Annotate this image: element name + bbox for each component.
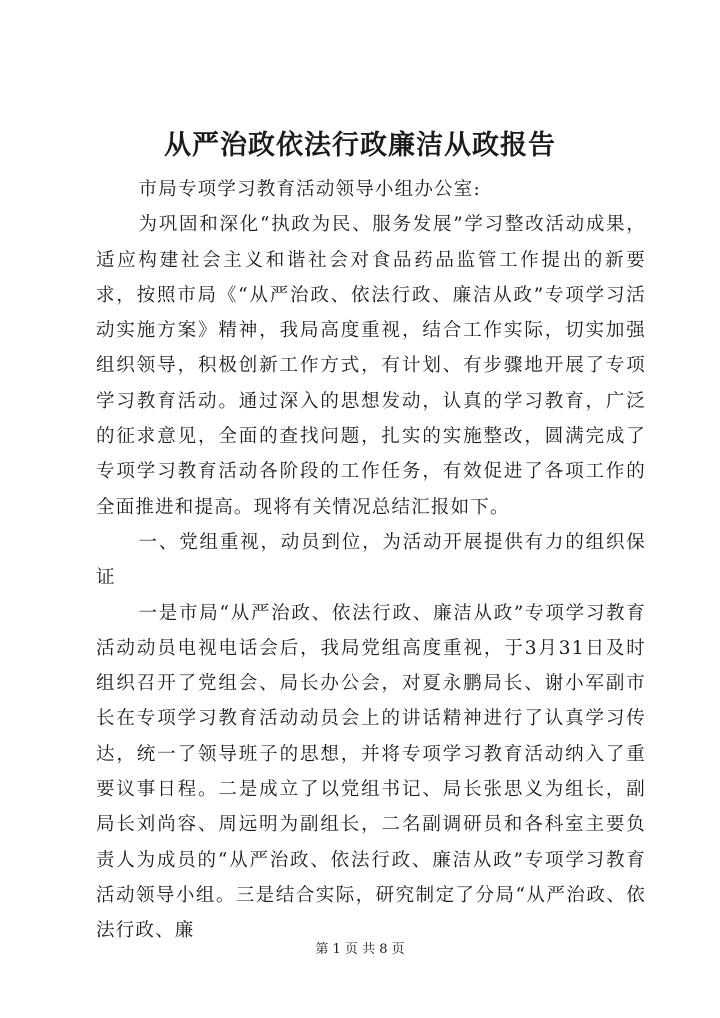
body-paragraph: 一是市局“从严治政、依法行政、廉洁从政”专项学习教育活动动员电视电话会后，我局党组高度重视，于3月31日及时组织召开了党组会、局长办公会，对夏永鹏局长、谢小军副市长在专项学习教育活动动员会上的讲话精神进行了认真学习传达，统一了领导班子的思想，并将专项学习教育活动纳入了重要议事日程。二是成立了以党组书记、局长张思义为组长，副局长刘尚容、周远明为副组长，二名副调研员和各科室主要负责人为成员的“从严治政、依法行政、廉洁从政”专项学习教育活动领导小组。三是结合实际，研究制定了分局“从严治政、依法行政、廉 xyxy=(96,602,646,942)
page-footer: 第 1 页 共 8 页 xyxy=(315,942,405,957)
salutation-paragraph: 市局专项学习教育活动领导小组办公室: xyxy=(138,179,481,200)
section-heading: 一、党组重视，动员到位，为活动开展提供有力的组织保证 xyxy=(96,531,646,589)
document-body xyxy=(96,172,646,949)
intro-paragraph: 为巩固和深化“执政为民、服务发展”学习整改活动成果，适应构建社会主义和谐社会对食品药品监管工作提出的新要求，按照市局《“从严治政、依法行政、廉洁从政”专项学习活动实施方案》精神，我局高度重视，结合工作实际，切实加强组织领导，积极创新工作方式，有计划、有步骤地开展了专项学习教育活动。通过深入的思想发动，认真的学习教育，广泛的征求意见，全面的查找问题，扎实的实施整改，圆满完成了专项学习教育活动各阶段的工作任务，有效促进了各项工作的全面推进和提高。现将有关情况总结汇报如下。 xyxy=(96,214,646,518)
document-title: 从严治政依法行政廉洁从政报告 xyxy=(164,130,556,161)
